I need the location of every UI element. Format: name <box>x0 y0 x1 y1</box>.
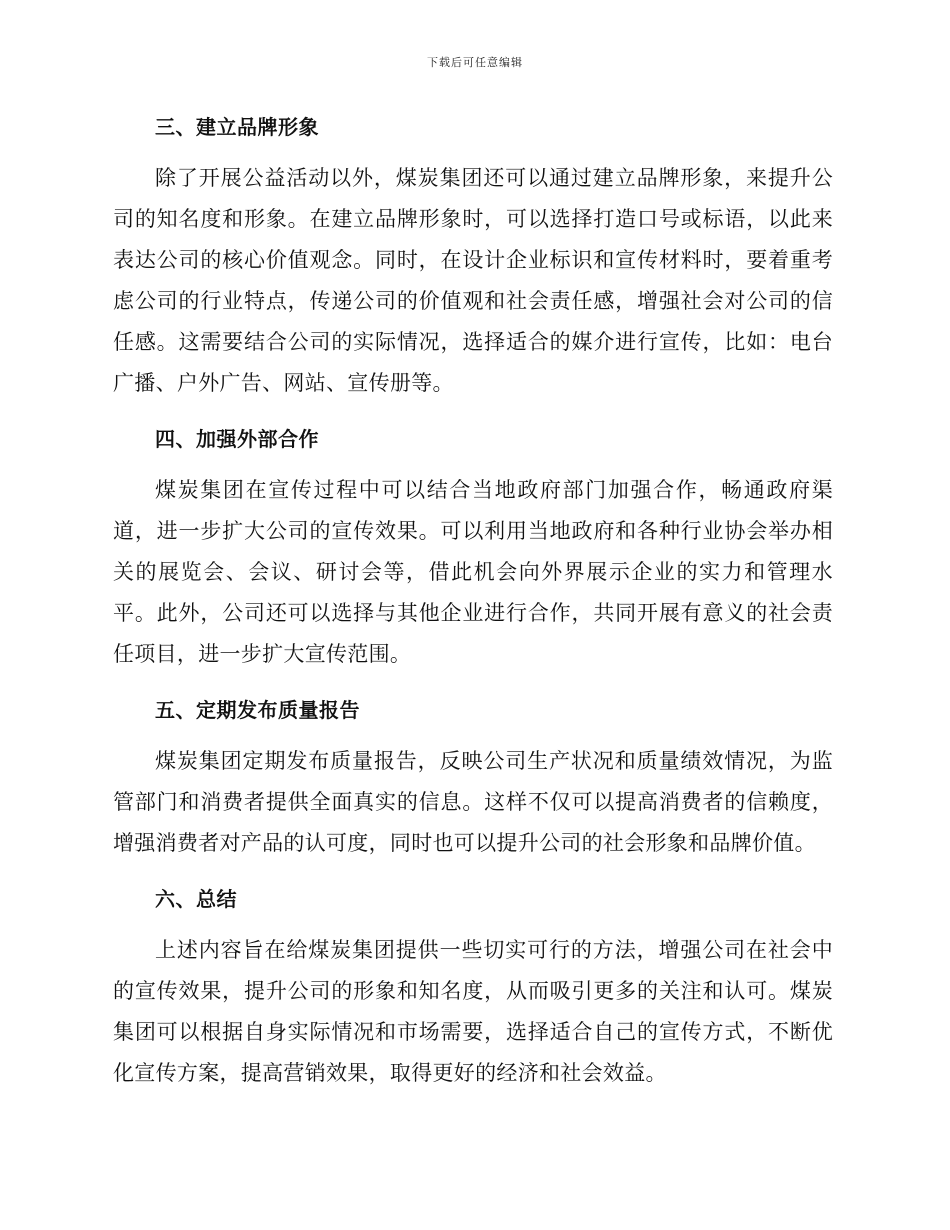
section-quality-report <box>113 693 833 864</box>
section-paragraph: 煤炭集团定期发布质量报告，反映公司生产状况和质量绩效情况，为监管部门和消费者提供全面真实的信息。这样不仅可以提高消费者的信赖度，增强消费者对产品的认可度，同时也可以提升公司的社会形象和品牌价值。 <box>113 749 833 855</box>
section-summary <box>113 882 833 1094</box>
section-paragraph: 煤炭集团在宣传过程中可以结合当地政府部门加强合作，畅通政府渠道，进一步扩大公司的宣传效果。可以利用当地政府和各种行业协会举办相关的展览会、会议、研讨会等，借此机会向外界展示企业的实力和管理水平。此外，公司还可以选择与其他企业进行合作，共同开展有意义的社会责任项目，进一步扩大宣传范围。 <box>113 478 833 666</box>
page-header: 下载后可任意编辑 <box>427 56 523 69</box>
section-paragraph: 上述内容旨在给煤炭集团提供一些切实可行的方法，增强公司在社会中的宣传效果，提升公司的形象和知名度，从而吸引更多的关注和认可。煤炭集团可以根据自身实际情况和市场需要，选择适合自己的宣传方式，不断优化宣传方案，提高营销效果，取得更好的经济和社会效益。 <box>113 938 833 1085</box>
document-body <box>113 110 833 1112</box>
section-external-cooperation <box>113 422 833 675</box>
section-heading: 六、总结 <box>155 887 237 911</box>
section-heading: 三、建立品牌形象 <box>155 115 319 139</box>
section-heading: 五、定期发布质量报告 <box>155 698 360 722</box>
section-heading: 四、加强外部合作 <box>155 427 319 451</box>
section-brand-image <box>113 110 833 404</box>
section-paragraph: 除了开展公益活动以外，煤炭集团还可以通过建立品牌形象，来提升公司的知名度和形象。在建立品牌形象时，可以选择打造口号或标语，以此来表达公司的核心价值观念。同时，在设计企业标识和宣传材料时，要着重考虑公司的行业特点，传递公司的价值观和社会责任感，增强社会对公司的信任感。这需要结合公司的实际情况，选择适合的媒介进行宣传，比如：电台广播、户外广告、网站、宣传册等。 <box>113 166 833 395</box>
